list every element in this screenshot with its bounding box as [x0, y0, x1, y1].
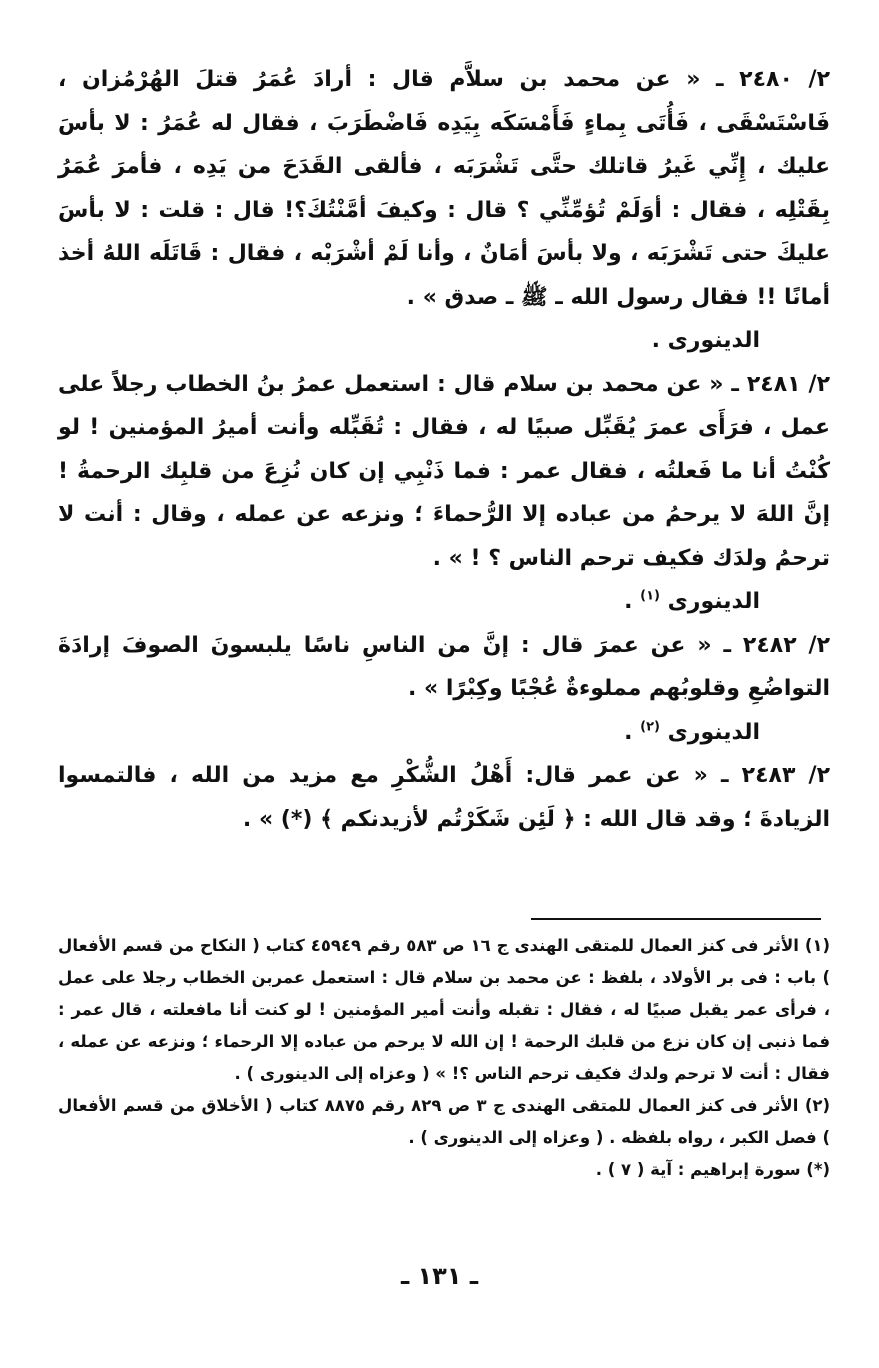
main-text [58, 58, 830, 841]
page-number: ـ ١٣١ ـ [400, 1262, 479, 1290]
entry-2481-source: الدينورى $^{(١)}$ . [624, 588, 760, 614]
footnotes [58, 930, 830, 1186]
footnote-ref-1: (١) [640, 588, 660, 604]
entry-2481: ٢/ ٢٤٨١ ـ « عن محمد بن سلام قال : استعمل عمرُ بنُ الخطاب رجلاً على عمل ، فرَأَى عمرَ يُقَبِّل صبيًا له ، فقال : تُقَبِّله وأنت أميرُ المؤمنين ! لو كُنْتُ أنا ما فَعلتُه ، فقال عمر : فما ذَنْبِي إن كان نُزِعَ من قلبِك الرحمةُ ! إنَّ اللهَ لا يرحمُ من عباده إلا الرُّحماءَ ؛ ونزعه عن عمله ، وقال : أنت لا ترحمُ ولدَك فكيف ترحم الناس ؟ ! » . [58, 371, 830, 571]
entry-2482: ٢/ ٢٤٨٢ ـ « عن عمرَ قال : إنَّ من الناسِ ناسًا يلبسونَ الصوفَ إرادَةَ التواضُعِ وقلوبُهم مملوءةٌ عُجْبًا وكِبْرًا » . [58, 632, 831, 701]
entry-2480: ٢/ ٢٤٨٠ ـ « عن محمد بن سلاَّم قال : أرادَ عُمَرُ قتلَ الهُرْمُزان ، فَاسْتَسْقَى ، فَأُتَى بِماءٍ فَأَمْسَكَه بِيَدِه فَاضْطَرَبَ ، فقال له عُمَرُ : لا بأسَ عليك ، إِنِّي غَيرُ قاتلك حتَّى تَشْرَبَه ، فألقى القَدَحَ من يَدِه ، فأمرَ عُمَرُ بِقَتْلِه ، فقال : أوَلَمْ تُؤمِّنِّي ؟ قال : وكيفَ أمَّنْتُكَ؟! قال : قلت : لا بأسَ عليكَ حتى تَشْرَبَه ، ولا بأسَ أمَانٌ ، وأنا لَمْ أشْرَبْه ، فقال : قَاتَلَه اللهُ أخذ أمانًا !! فقال رسول الله ـ ﷺ ـ صدق » . [58, 67, 830, 310]
entry-2483: ٢/ ٢٤٨٣ ـ « عن عمر قال: أَهْلُ الشُّكْرِ مع مزيد من الله ، فالتمسوا الزيادةَ ؛ وقد قال الله : ﴿ لَئِن شَكَرْتُم لأزيدنكم ﴾ (*) » . [58, 763, 830, 832]
source-label: الدينورى [667, 719, 760, 745]
entry-2482-source: الدينورى $^{(٢)}$ . [624, 719, 760, 745]
source-label: الدينورى [667, 589, 760, 614]
footnote-2: (٢) الأثر فى كنز العمال للمتقى الهندى ج ٣ ص ٨٢٩ رقم ٨٨٧٥ كتاب ( الأخلاق من قسم الأفعال ) فصل الكبر ، رواه بلفظه . ( وعزاه إلى الدينورى ) . [58, 1096, 830, 1147]
footnote-3: (*) سورة إبراهيم : آية ( ٧ ) . [595, 1160, 830, 1179]
footnote-1: (١) الأثر فى كنز العمال للمتقى الهندى ج ١٦ ص ٥٨٣ رقم ٤٥٩٤٩ كتاب ( النكاح من قسم الأفعال ) باب : فى بر الأولاد ، بلفظ : عن محمد بن سلام قال : استعمل عمربن الخطاب رجلا على عمل ، فرأى عمر يقبل صبيًا له ، فقال : تقبله وأنت أمير المؤمنين ! لو كنت أنا مافعلته ، قال عمر : فما ذنبى إن كان نزع من قلبك الرحمة ! إن الله لا يرحم من عباده إلا الرحماء ؛ ونزعه عن عمله ، فقال : أنت لا ترحم ولدك فكيف ترحم الناس ؟! » ( وعزاه إلى الدينورى ) . [58, 936, 831, 1083]
footnote-ref-2: (٢) [640, 719, 660, 735]
entry-2480-source: الدينورى . [651, 328, 760, 353]
footnote-divider [531, 918, 821, 920]
